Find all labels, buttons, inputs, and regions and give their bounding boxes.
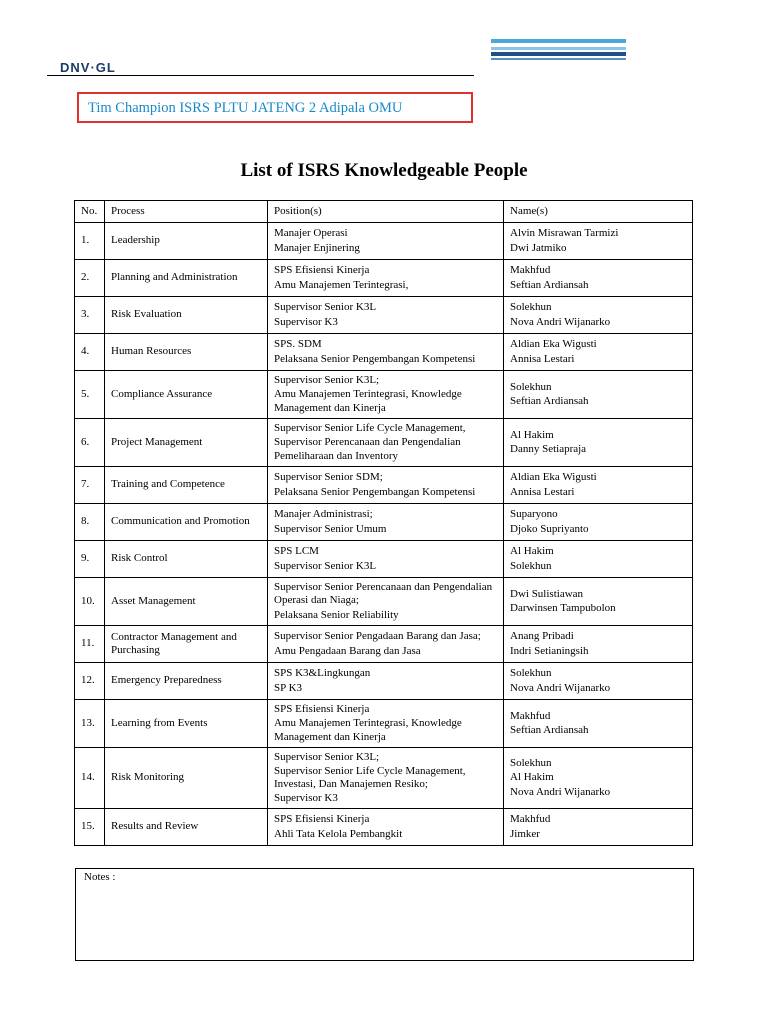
names-cell: [504, 223, 693, 260]
name-line: Jimker: [510, 827, 540, 840]
names-cell: [504, 419, 693, 467]
position-line: SPS LCM: [274, 545, 319, 558]
names-cell: [504, 578, 693, 626]
name-line: Makhfud: [510, 264, 551, 277]
position-line: Pelaksana Senior Pengembangan Kompetensi: [274, 485, 476, 498]
name-line: Alvin Misrawan Tarmizi: [510, 227, 619, 240]
position-line: Supervisor Senior K3L;: [274, 374, 380, 387]
position-line: Supervisor K3: [274, 792, 338, 805]
table-row: [75, 578, 693, 626]
logo-stripe: [491, 52, 626, 56]
row-number: 3.: [75, 297, 105, 334]
page-title: List of ISRS Knowledgeable People: [240, 160, 528, 181]
position-line: Manajer Operasi: [274, 227, 348, 240]
row-number: 4.: [75, 334, 105, 371]
position-line: Amu Manajemen Terintegrasi,: [274, 278, 409, 291]
positions-cell: [268, 419, 504, 467]
table-row: [75, 504, 693, 541]
position-line: Amu Manajemen Terintegrasi, Knowledge Management dan Kinerja: [274, 717, 462, 743]
positions-cell: [268, 223, 504, 260]
table-row: [75, 626, 693, 663]
names-cell: [504, 371, 693, 419]
position-line: Supervisor Senior K3L: [274, 301, 377, 314]
process-cell: Emergency Preparedness: [105, 663, 268, 700]
name-line: Al Hakim: [510, 428, 554, 441]
names-cell: [504, 626, 693, 663]
names-cell: [504, 541, 693, 578]
dnv-gl-logo: [491, 39, 626, 79]
name-line: Dwi Jatmiko: [510, 241, 567, 254]
name-line: Aldian Eka Wigusti: [510, 471, 597, 484]
position-line: Supervisor Senior Perencanaan dan Pengendalian Operasi dan Niaga;: [274, 581, 493, 607]
notes-label: Notes :: [84, 871, 116, 883]
table-row: [75, 297, 693, 334]
position-line: Supervisor Senior Life Cycle Management, Investasi, Dan Manajemen Resiko;: [274, 764, 466, 790]
process-cell: Leadership: [105, 223, 268, 260]
name-line: Seftian Ardiansah: [510, 724, 589, 736]
name-line: Seftian Ardiansah: [510, 395, 589, 407]
row-number: 12.: [75, 663, 105, 700]
table-row: [75, 467, 693, 504]
position-line: SPS. SDM: [274, 338, 322, 351]
row-number: 7.: [75, 467, 105, 504]
name-line: Suparyono: [510, 508, 558, 521]
position-line: SPS K3&Lingkungan: [274, 667, 371, 680]
table-row: [75, 748, 693, 809]
position-line: SPS Efisiensi Kinerja: [274, 703, 370, 716]
table-row: [75, 700, 693, 748]
name-line: Nova Andri Wijanarko: [510, 785, 611, 798]
name-line: Darwinsen Tampubolon: [510, 602, 616, 614]
positions-cell: [268, 663, 504, 700]
names-cell: [504, 297, 693, 334]
row-number: 14.: [75, 748, 105, 809]
row-number: 1.: [75, 223, 105, 260]
table-row: [75, 809, 693, 846]
row-number: 15.: [75, 809, 105, 846]
position-line: SP K3: [274, 681, 303, 694]
position-line: Supervisor Senior Umum: [274, 522, 387, 535]
name-line: Annisa Lestari: [510, 352, 575, 365]
positions-cell: [268, 504, 504, 541]
position-line: Supervisor Senior K3L: [274, 559, 377, 572]
table-body: [75, 223, 693, 846]
process-cell: Human Resources: [105, 334, 268, 371]
name-line: Nova Andri Wijanarko: [510, 681, 611, 694]
name-line: Indri Setianingsih: [510, 644, 589, 657]
position-line: Supervisor Senior Life Cycle Management,: [274, 422, 466, 435]
process-cell: Compliance Assurance: [105, 371, 268, 419]
positions-cell: [268, 809, 504, 846]
name-line: Seftian Ardiansah: [510, 278, 589, 291]
process-cell: Planning and Administration: [105, 260, 268, 297]
row-number: 2.: [75, 260, 105, 297]
name-line: Aldian Eka Wigusti: [510, 338, 597, 351]
name-line: Al Hakim: [510, 771, 554, 784]
table-row: [75, 260, 693, 297]
table-row: [75, 334, 693, 371]
process-cell: Risk Evaluation: [105, 297, 268, 334]
positions-cell: [268, 541, 504, 578]
names-cell: [504, 700, 693, 748]
names-cell: [504, 809, 693, 846]
logo-stripe: [491, 58, 626, 60]
position-line: SPS Efisiensi Kinerja: [274, 813, 370, 826]
knowledgeable-people-table: [74, 200, 693, 846]
names-cell: [504, 748, 693, 809]
process-cell: Contractor Management and Purchasing: [105, 626, 268, 663]
name-line: Makhfud: [510, 709, 551, 722]
position-line: Supervisor Perencanaan dan Pengendalian Pemeliharaan dan Inventory: [274, 436, 461, 462]
column-header-no: No.: [75, 201, 105, 223]
process-cell: Communication and Promotion: [105, 504, 268, 541]
name-line: Solekhun: [510, 301, 552, 314]
table-row: [75, 223, 693, 260]
row-number: 10.: [75, 578, 105, 626]
name-line: Dwi Sulistiawan: [510, 587, 584, 600]
table-row: [75, 371, 693, 419]
positions-cell: [268, 297, 504, 334]
position-line: Supervisor Senior Pengadaan Barang dan Jasa;: [274, 630, 481, 643]
logo-stripe: [491, 39, 626, 43]
positions-cell: [268, 371, 504, 419]
position-line: Amu Manajemen Terintegrasi, Knowledge Management dan Kinerja: [274, 388, 462, 414]
name-line: Solekhun: [510, 667, 552, 680]
name-line: Al Hakim: [510, 545, 554, 558]
row-number: 8.: [75, 504, 105, 541]
row-number: 5.: [75, 371, 105, 419]
positions-cell: [268, 700, 504, 748]
positions-cell: [268, 467, 504, 504]
positions-cell: [268, 626, 504, 663]
position-line: Ahli Tata Kelola Pembangkit: [274, 827, 403, 840]
name-line: Djoko Supriyanto: [510, 522, 589, 535]
position-line: Pelaksana Senior Pengembangan Kompetensi: [274, 352, 476, 365]
position-line: Amu Pengadaan Barang dan Jasa: [274, 644, 421, 657]
positions-cell: [268, 748, 504, 809]
position-line: Pelaksana Senior Reliability: [274, 608, 399, 621]
positions-cell: [268, 260, 504, 297]
position-line: SPS Efisiensi Kinerja: [274, 264, 370, 277]
process-cell: Risk Control: [105, 541, 268, 578]
name-line: Anang Pribadi: [510, 630, 574, 643]
name-line: Solekhun: [510, 757, 552, 770]
row-number: 9.: [75, 541, 105, 578]
header-rule: [47, 75, 474, 76]
process-cell: Asset Management: [105, 578, 268, 626]
position-line: Manajer Administrasi;: [274, 508, 373, 521]
names-cell: [504, 504, 693, 541]
logo-text: DNV·GL: [60, 60, 116, 75]
process-cell: Learning from Events: [105, 700, 268, 748]
logo-stripe: [491, 47, 626, 50]
process-cell: Training and Competence: [105, 467, 268, 504]
position-line: Manajer Enjinering: [274, 241, 360, 254]
table-row: [75, 663, 693, 700]
position-line: Supervisor Senior SDM;: [274, 471, 383, 484]
name-line: Nova Andri Wijanarko: [510, 315, 611, 328]
team-champion-box: [77, 92, 473, 123]
name-line: Makhfud: [510, 813, 551, 826]
name-line: Danny Setiapraja: [510, 443, 587, 455]
row-number: 11.: [75, 626, 105, 663]
name-line: Solekhun: [510, 559, 552, 572]
table-row: [75, 541, 693, 578]
column-header-names: Name(s): [504, 201, 693, 223]
names-cell: [504, 467, 693, 504]
row-number: 13.: [75, 700, 105, 748]
position-line: Supervisor K3: [274, 315, 338, 328]
name-line: Solekhun: [510, 380, 552, 393]
column-header-positions: Position(s): [268, 201, 504, 223]
team-champion-label: Tim Champion ISRS PLTU JATENG 2 Adipala OMU: [88, 100, 403, 116]
names-cell: [504, 334, 693, 371]
notes-box: [75, 868, 694, 961]
process-cell: Results and Review: [105, 809, 268, 846]
table-header-row: [75, 201, 693, 223]
name-line: Annisa Lestari: [510, 485, 575, 498]
positions-cell: [268, 334, 504, 371]
names-cell: [504, 663, 693, 700]
column-header-process: Process: [105, 201, 268, 223]
process-cell: Project Management: [105, 419, 268, 467]
table-row: [75, 419, 693, 467]
process-cell: Risk Monitoring: [105, 748, 268, 809]
positions-cell: [268, 578, 504, 626]
row-number: 6.: [75, 419, 105, 467]
names-cell: [504, 260, 693, 297]
position-line: Supervisor Senior K3L;: [274, 750, 380, 763]
